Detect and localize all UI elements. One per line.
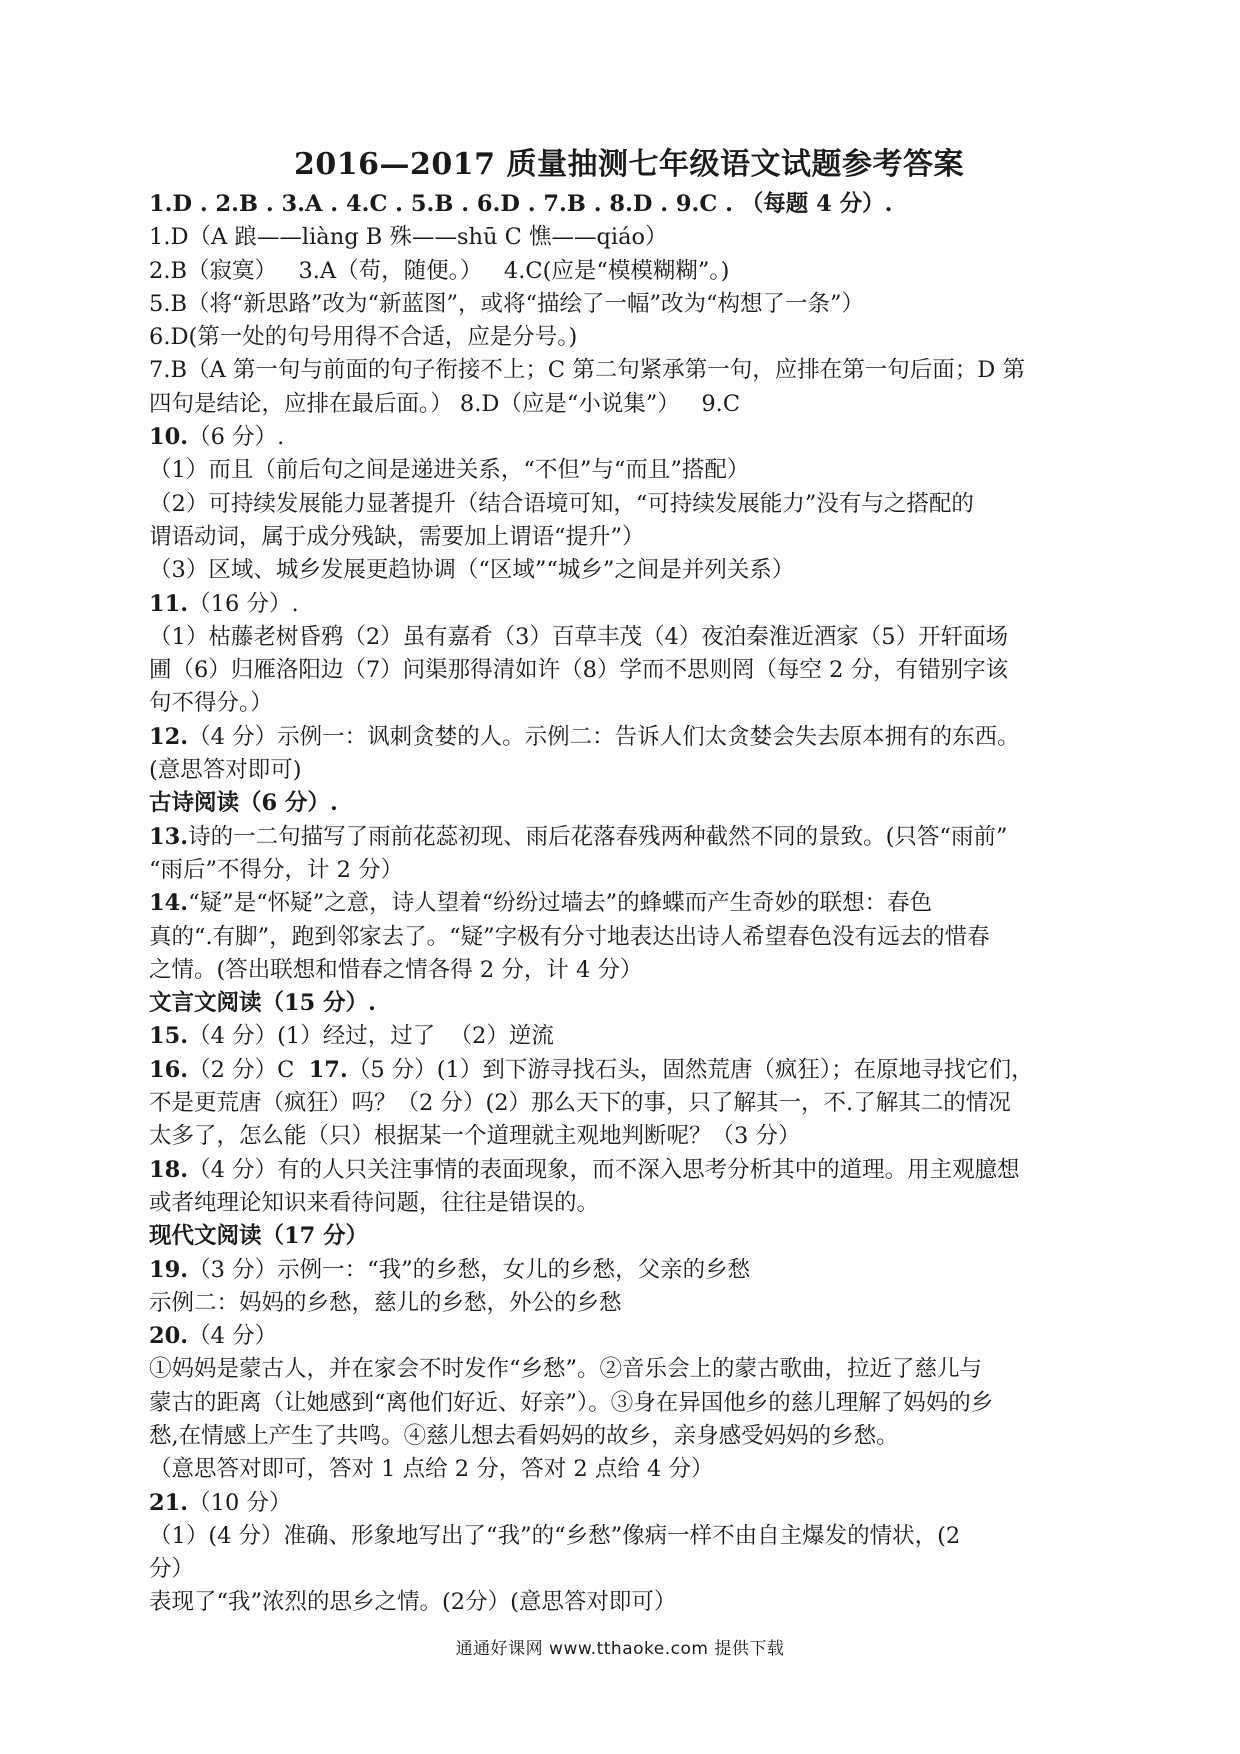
- question-number: 13.: [149, 823, 189, 850]
- answer-line: [149, 687, 1109, 720]
- answer-text: 分）: [149, 1556, 195, 1583]
- answer-text: 示例二：妈妈的乡愁，慈儿的乡愁，外公的乡愁: [149, 1289, 622, 1316]
- answer-text: 1.D（A 踉——liàng B 殊——shū C 憔——qiáo）: [149, 224, 668, 251]
- section-title: 文言文阅读（15 分）.: [149, 990, 376, 1017]
- answer-text: （1）(4 分）准确、形象地写出了“我”的“乡愁”像病一样不由自主爆发的情状，(2: [149, 1522, 961, 1549]
- answer-text: 2.B（寂寞） 3.A（苟，随便。） 4.C(应是“模模糊糊”。): [149, 257, 730, 284]
- answer-lines: [149, 221, 1109, 1619]
- footer-credit: 通通好课网 www.tthaoke.com 提供下载: [455, 1639, 785, 1659]
- question-number: 10.: [149, 424, 189, 451]
- answer-line: [149, 1154, 1109, 1187]
- answer-line: [149, 488, 1109, 521]
- answer-line: [149, 1254, 1109, 1287]
- answer-line: [149, 288, 1109, 321]
- question-number: 21.: [149, 1489, 189, 1516]
- answer-text: 或者纯理论知识来看待问题，往往是错误的。: [149, 1189, 600, 1216]
- answer-line: [149, 1553, 1109, 1586]
- answer-line: [149, 354, 1109, 387]
- answer-text: 圃（6）归雁洛阳边（7）问渠那得清如许（8）学而不思则罔（每空 2 分，有错别字该: [149, 657, 1009, 684]
- answer-text: （4 分）有的人只关注事情的表面现象，而不深入思考分析其中的道理。用主观臆想: [188, 1156, 1020, 1183]
- answer-line: [149, 388, 1109, 421]
- answer-line: [149, 754, 1109, 787]
- question-number: 20.: [149, 1323, 189, 1350]
- answer-text: （6 分）.: [188, 424, 285, 451]
- answer-text: “雨后”不得分，计 2 分）: [149, 856, 404, 883]
- answer-line: [149, 1054, 1109, 1087]
- question-number: 12.: [149, 723, 189, 750]
- answer-line: [149, 854, 1109, 887]
- section-title: 现代文阅读（17 分）: [149, 1223, 369, 1250]
- answer-line: [149, 588, 1109, 621]
- answer-line: [149, 821, 1109, 854]
- answer-text: 谓语动词，属于成分残缺，需要加上谓语“提升”）: [149, 523, 645, 550]
- answer-text: （3 分）示例一：“我”的乡愁，女儿的乡愁，父亲的乡愁: [188, 1256, 751, 1283]
- answer-line: [149, 1087, 1109, 1120]
- answer-text: （1）枯藤老树昏鸦（2）虽有嘉肴（3）百草丰茂（4）夜泊秦淮近酒家（5）开轩面场: [149, 623, 1009, 650]
- answer-line: [149, 1320, 1109, 1353]
- answer-text: 愁,在情感上产生了共鸣。④慈儿想去看妈妈的故乡，亲身感受妈妈的乡愁。: [149, 1422, 899, 1449]
- answer-text: （16 分）.: [188, 590, 299, 617]
- answer-line: [149, 1387, 1109, 1420]
- section-heading: [149, 1220, 1109, 1253]
- answer-line: [149, 421, 1109, 454]
- answer-line: [149, 1287, 1109, 1320]
- answer-text: 之情。(答出联想和惜春之情各得 2 分，计 4 分）: [149, 956, 643, 983]
- answer-text: 5.B（将“新思路”改为“新蓝图”，或将“描绘了一幅”改为“构想了一条”）: [149, 290, 865, 317]
- answer-line: [149, 1453, 1109, 1486]
- answer-text: 句不得分。）: [149, 690, 273, 717]
- answer-line: [149, 554, 1109, 587]
- answer-line: [149, 454, 1109, 487]
- answer-line: [149, 1586, 1109, 1619]
- answer-line: [149, 1120, 1109, 1153]
- answer-line: [149, 521, 1109, 554]
- answer-text: 7.B（A 第一句与前面的句子衔接不上；C 第二句紧承第一句，应排在第一句后面；D 第: [149, 357, 1025, 384]
- answer-text: （2）可持续发展能力显著提升（结合语境可知，“可持续发展能力”没有与之搭配的: [149, 490, 974, 517]
- question-number: 19.: [149, 1256, 189, 1283]
- answer-text: （2 分）C: [188, 1056, 309, 1083]
- answer-text: 蒙古的距离（让她感到“离他们好近、好亲”）。③身在异国他乡的慈儿理解了妈妈的乡: [149, 1389, 994, 1416]
- answer-text: 太多了，怎么能（只）根据某一个道理就主观地判断呢？（3 分）: [149, 1123, 801, 1150]
- answer-line: [149, 221, 1109, 254]
- answer-text: (意思答对即可): [149, 757, 302, 784]
- answer-line: [149, 721, 1109, 754]
- answer-text: （4 分）: [188, 1323, 278, 1350]
- question-number: 18.: [149, 1156, 189, 1183]
- answer-text: （3）区域、城乡发展更趋协调（“区域”“城乡”之间是并列关系）: [149, 557, 795, 584]
- answer-text: 诗的一二句描写了雨前花蕊初现、雨后花落春残两种截然不同的景致。(只答“雨前”: [188, 823, 1008, 850]
- question-number: 14.: [149, 890, 189, 917]
- answer-line: [149, 621, 1109, 654]
- question-number: 11.: [149, 590, 189, 617]
- answer-line: [149, 654, 1109, 687]
- answer-text: 不是更荒唐（疯狂）吗？（2 分）(2）那么天下的事，只了解其一，不.了解其二的情况: [149, 1090, 1011, 1117]
- answer-line: [149, 1487, 1109, 1520]
- answer-text: （1）而且（前后句之间是递进关系，“不但”与“而且”搭配）: [149, 457, 750, 484]
- answer-line: [149, 1020, 1109, 1053]
- question-number: 15.: [149, 1023, 189, 1050]
- answer-text: （意思答对即可，答对 1 点给 2 分，答对 2 点给 4 分）: [149, 1456, 714, 1483]
- answer-text: “疑”是“怀疑”之意，诗人望着“纷纷过墙去”的蜂蝶而产生奇妙的联想：春色: [188, 890, 933, 917]
- answer-text: 真的“.有脚”，跑到邻家去了。“疑”字极有分寸地表达出诗人希望春色没有远去的惜春: [149, 923, 990, 950]
- document-title: 2016—2017 质量抽测七年级语文试题参考答案: [294, 147, 964, 182]
- answer-line: [149, 1353, 1109, 1386]
- answer-text: （4 分）(1）经过，过了 （2）逆流: [188, 1023, 554, 1050]
- answer-line: [149, 921, 1109, 954]
- answer-text: ①妈妈是蒙古人，并在家会不时发作“乡愁”。②音乐会上的蒙古歌曲，拉近了慈儿与: [149, 1356, 983, 1383]
- answer-line: [149, 954, 1109, 987]
- question-number: 17.: [308, 1056, 348, 1083]
- answer-line: [149, 887, 1109, 920]
- answer-text: （5 分）(1）到下游寻找石头，固然荒唐（疯狂）；在原地寻找它们，: [347, 1056, 1034, 1083]
- section-heading: [149, 787, 1109, 820]
- question-number: 16.: [149, 1056, 189, 1083]
- answer-line: [149, 1187, 1109, 1220]
- answer-line: [149, 321, 1109, 354]
- answer-text: （10 分）: [188, 1489, 292, 1516]
- answer-line: [149, 1520, 1109, 1553]
- answer-line: [149, 1420, 1109, 1453]
- answer-text: （4 分）示例一：讽刺贪婪的人。示例二：告诉人们太贪婪会失去原本拥有的东西。: [188, 723, 1020, 750]
- multiple-choice-answers: 1.D . 2.B . 3.A . 4.C . 5.B . 6.D . 7.B . 8.D . 9.C . （每题 4 分）.: [149, 191, 893, 217]
- answer-text: 6.D(第一处的句号用得不合适，应是分号。): [149, 324, 578, 351]
- section-title: 古诗阅读（6 分）.: [149, 790, 338, 817]
- answer-text: 四句是结论，应排在最后面。） 8.D（应是“小说集”） 9.C: [149, 390, 741, 417]
- answer-text: 表现了“我”浓烈的思乡之情。(2分）(意思答对即可）: [149, 1589, 677, 1616]
- section-heading: [149, 987, 1109, 1020]
- answer-line: [149, 255, 1109, 288]
- answer-document: [149, 146, 1109, 1620]
